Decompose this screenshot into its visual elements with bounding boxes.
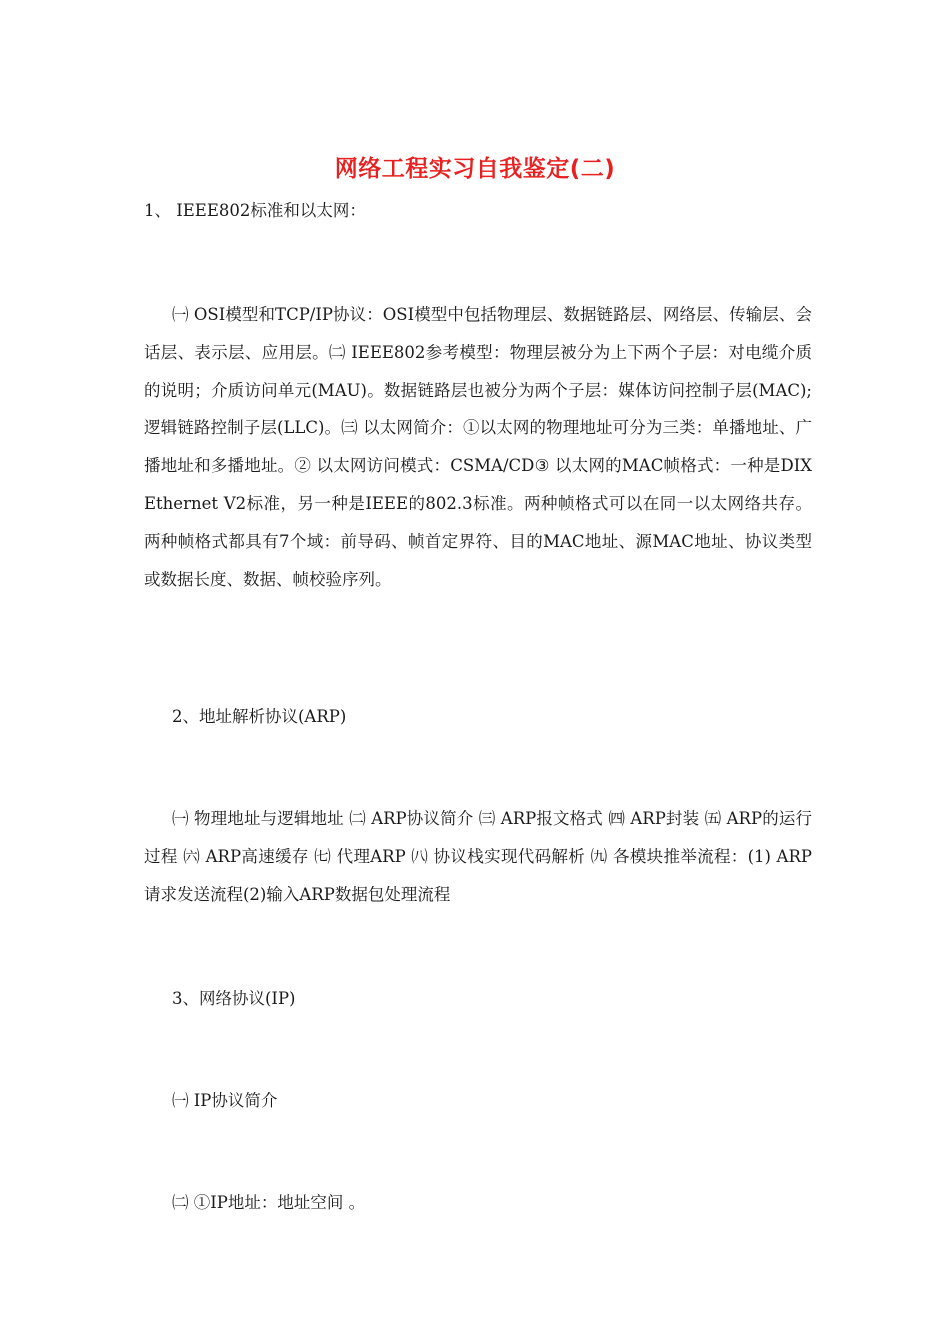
section-3-item-2: ㈡ ①IP地址：地址空间 。 xyxy=(172,1193,366,1212)
section-1-heading: 1、 IEEE802标准和以太网： xyxy=(144,201,366,220)
section-3-item-1: ㈠ IP协议简介 xyxy=(172,1091,278,1110)
section-3-heading: 3、网络协议(IP) xyxy=(172,989,296,1008)
section-2-heading: 2、地址解析协议(ARP) xyxy=(172,707,347,726)
section-2-body: ㈠ 物理地址与逻辑地址 ㈡ ARP协议简介 ㈢ ARP报文格式 ㈣ ARP封装 ㈤ ARP的运行过程 ㈥ ARP高速缓存 ㈦ 代理ARP ㈧ 协议栈实现代码解析 ㈨ 各模块推举流程：(1) ARP请求发送流程(2)输入ARP数据包处理流程 xyxy=(144,809,812,904)
section-1-body: ㈠ OSI模型和TCP/IP协议：OSI模型中包括物理层、数据链路层、网络层、传输层、会话层、表示层、应用层。㈡ IEEE802参考模型：物理层被分为上下两个子层：对电缆介质的说明；介质访问单元(MAU)。数据链路层也被分为两个子层：媒体访问控制子层(MAC);逻辑链路控制子层(LLC)。㈢ 以太网简介：①以太网的物理地址可分为三类：单播地址、广播地址和多播地址。② 以太网访问模式：CSMA/CD③ 以太网的MAC帧格式：一种是DIX Ethernet V2标准，另一种是IEEE的802.3标准。两种帧格式可以在同一以太网络共存。两种帧格式都具有7个域：前导码、帧首定界符、目的MAC地址、源MAC地址、协议类型或数据长度、数据、帧校验序列。 xyxy=(144,305,812,589)
document-title: 网络工程实习自我鉴定(二) xyxy=(334,156,616,182)
